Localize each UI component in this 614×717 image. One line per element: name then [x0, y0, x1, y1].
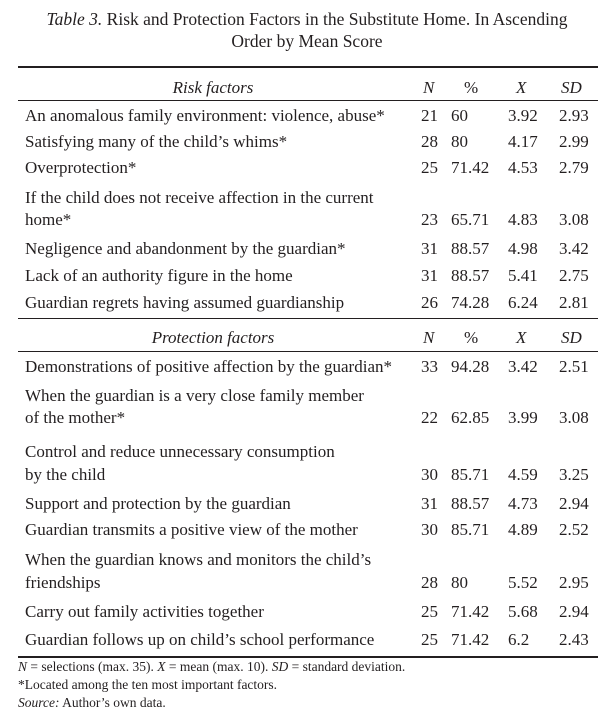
- row-x: 5.52: [508, 573, 538, 592]
- row-label: When the guardian is a very close family member: [25, 386, 364, 405]
- row-x: 3.99: [508, 408, 538, 427]
- protection-heading: Protection factors: [151, 328, 275, 347]
- row-n: 28: [421, 573, 438, 592]
- row-n: 28: [421, 132, 438, 151]
- row-pct: 71.42: [451, 158, 490, 177]
- row-n: 25: [421, 158, 438, 177]
- row-label: Satisfying many of the child’s whims*: [25, 132, 288, 151]
- note-abbreviations: [18, 658, 608, 676]
- caption-line-2: Order by Mean Score: [231, 31, 383, 51]
- row-sd: 2.79: [559, 158, 589, 177]
- risk-heading: Risk factors: [172, 78, 254, 97]
- note-source: [18, 694, 608, 712]
- row-label: If the child does not receive affection in the current: [25, 188, 374, 207]
- row-pct: 62.85: [451, 408, 490, 427]
- row-pct: 80: [451, 132, 468, 151]
- row-n: 31: [421, 494, 438, 513]
- note-n-text: = selections (max. 35).: [27, 659, 158, 674]
- row-label: When the guardian knows and monitors the child’s: [25, 550, 372, 569]
- table-caption: [0, 8, 614, 52]
- row-pct: 80: [451, 573, 468, 592]
- row-label: Guardian regrets having assumed guardianship: [25, 293, 345, 312]
- row-sd: 2.99: [559, 132, 589, 151]
- row-x: 4.53: [508, 158, 538, 177]
- row-label-continued: home*: [25, 210, 72, 229]
- row-x: 5.68: [508, 602, 538, 621]
- row-x: 4.83: [508, 210, 538, 229]
- row-pct: 88.57: [451, 239, 490, 258]
- row-x: 3.42: [508, 357, 538, 376]
- note-asterisk: *Located among the ten most important factors.: [18, 677, 278, 692]
- risk-header-rule: [18, 100, 598, 101]
- row-label: Guardian transmits a positive view of the mother: [25, 520, 358, 539]
- row-label: Lack of an authority figure in the home: [25, 266, 293, 285]
- row-sd: 3.42: [559, 239, 589, 258]
- col-sd-header: SD: [561, 328, 582, 347]
- row-n: 31: [421, 266, 438, 285]
- row-pct: 85.71: [451, 520, 490, 539]
- row-label-continued: by the child: [25, 465, 106, 484]
- section-divider-rule: [18, 318, 598, 319]
- row-x: 4.98: [508, 239, 538, 258]
- col-n-header: N: [423, 328, 435, 347]
- note-x-text: = mean (max. 10).: [165, 659, 272, 674]
- col-pct-header: %: [464, 78, 479, 97]
- row-pct: 88.57: [451, 494, 490, 513]
- col-x-header: X: [516, 328, 527, 347]
- row-sd: 2.94: [559, 602, 589, 621]
- row-n: 31: [421, 239, 438, 258]
- row-pct: 71.42: [451, 602, 490, 621]
- col-x-header: X: [516, 78, 527, 97]
- protection-header-rule: [18, 351, 598, 352]
- caption-title-1: Risk and Protection Factors in the Substitute Home. In Ascending: [106, 9, 568, 29]
- row-label: Control and reduce unnecessary consumption: [25, 442, 335, 461]
- col-n-header: N: [423, 78, 435, 97]
- row-n: 22: [421, 408, 438, 427]
- row-n: 30: [421, 465, 438, 484]
- row-n: 33: [421, 357, 438, 376]
- note-source-text: Author’s own data.: [59, 695, 166, 710]
- row-n: 26: [421, 293, 438, 312]
- row-x: 5.41: [508, 266, 538, 285]
- row-label-continued: friendships: [25, 573, 101, 592]
- row-sd: 2.51: [559, 357, 589, 376]
- row-n: 30: [421, 520, 438, 539]
- row-pct: 85.71: [451, 465, 490, 484]
- row-n: 25: [421, 602, 438, 621]
- row-sd: 2.94: [559, 494, 589, 513]
- row-sd: 3.25: [559, 465, 589, 484]
- note-sd-text: = standard deviation.: [288, 659, 406, 674]
- row-label: Carry out family activities together: [25, 602, 264, 621]
- row-pct: 71.42: [451, 630, 490, 649]
- row-n: 21: [421, 106, 438, 125]
- row-x: 4.17: [508, 132, 538, 151]
- row-sd: 2.95: [559, 573, 589, 592]
- table-number: Table 3.: [46, 9, 103, 29]
- row-pct: 94.28: [451, 357, 490, 376]
- col-pct-header: %: [464, 328, 479, 347]
- note-sd-symbol: SD: [271, 659, 289, 674]
- row-sd: 3.08: [559, 408, 589, 427]
- row-x: 4.73: [508, 494, 538, 513]
- row-label: An anomalous family environment: violence, abuse*: [25, 106, 385, 125]
- row-pct: 74.28: [451, 293, 490, 312]
- row-x: 6.24: [508, 293, 538, 312]
- table-notes: [18, 658, 608, 712]
- row-n: 23: [421, 210, 438, 229]
- note-n-symbol: N: [18, 659, 28, 674]
- col-sd-header: SD: [561, 78, 582, 97]
- row-pct: 88.57: [451, 266, 490, 285]
- row-label: Demonstrations of positive affection by the guardian*: [25, 357, 392, 376]
- row-x: 3.92: [508, 106, 538, 125]
- row-label: Guardian follows up on child’s school performance: [25, 630, 375, 649]
- top-rule: [18, 66, 598, 68]
- row-label: Overprotection*: [25, 158, 137, 177]
- row-sd: 2.43: [559, 630, 589, 649]
- row-sd: 2.93: [559, 106, 589, 125]
- note-source-label: Source:: [18, 695, 60, 710]
- row-x: 6.2: [508, 630, 530, 649]
- row-pct: 65.71: [451, 210, 490, 229]
- row-label: Negligence and abandonment by the guardian*: [25, 239, 346, 258]
- row-label: Support and protection by the guardian: [25, 494, 291, 513]
- row-sd: 2.75: [559, 266, 589, 285]
- row-sd: 3.08: [559, 210, 589, 229]
- row-sd: 2.52: [559, 520, 589, 539]
- caption-line-1: [0, 8, 614, 30]
- row-x: 4.89: [508, 520, 538, 539]
- row-sd: 2.81: [559, 293, 589, 312]
- row-n: 25: [421, 630, 438, 649]
- row-x: 4.59: [508, 465, 538, 484]
- row-pct: 60: [451, 106, 468, 125]
- row-label-continued: of the mother*: [25, 408, 126, 427]
- note-x-symbol: X: [157, 659, 166, 674]
